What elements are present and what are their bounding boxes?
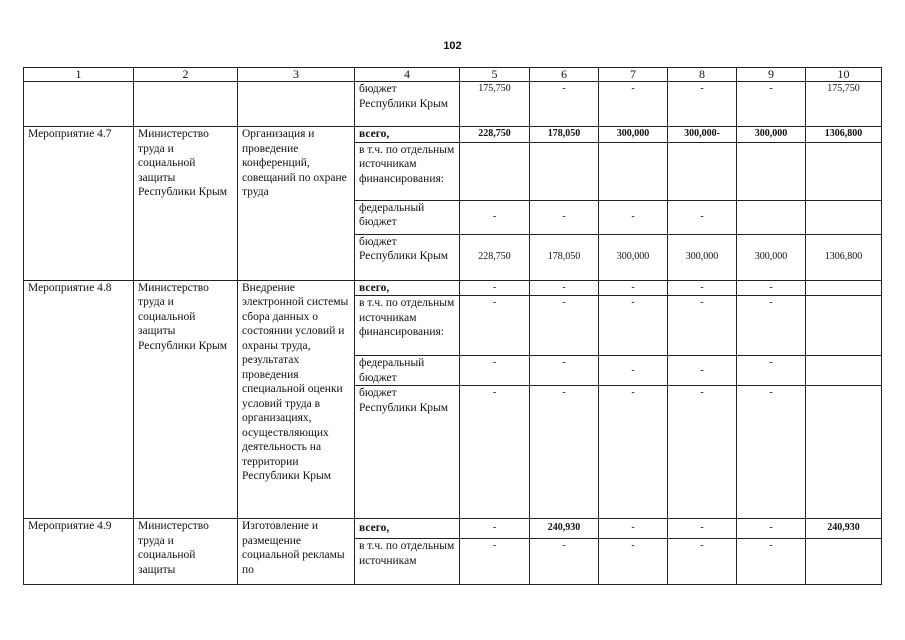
value-cell: - — [737, 296, 806, 356]
funding-type: федеральный бюджет — [355, 200, 460, 234]
header-cell: 1 — [24, 68, 134, 82]
value-cell: - — [530, 200, 599, 234]
value-cell: 300,000 — [737, 127, 806, 143]
value-cell: - — [460, 296, 530, 356]
organization: Министерство труда и социальной защиты — [134, 519, 238, 585]
value-cell: 300,000 — [737, 234, 806, 280]
value-cell: - — [668, 539, 737, 585]
organization: Министерство труда и социальной защиты Республики Крым — [134, 280, 238, 519]
value-cell: - — [668, 356, 737, 386]
value-cell: 228,750 — [460, 234, 530, 280]
value-cell: - — [460, 539, 530, 585]
funding-type: в т.ч. по отдельным источникам финансирования: — [355, 296, 460, 356]
value-cell: - — [737, 539, 806, 585]
header-cell: 9 — [737, 68, 806, 82]
value-cell: - — [460, 519, 530, 539]
value-cell: 240,930 — [806, 519, 882, 539]
value-cell: - — [460, 280, 530, 296]
header-cell: 6 — [530, 68, 599, 82]
value-cell: - — [737, 519, 806, 539]
value-cell: - — [599, 82, 668, 127]
activity-name: Мероприятие 4.8 — [24, 280, 134, 519]
header-row — [24, 68, 882, 82]
funding-type: в т.ч. по отдельным источникам — [355, 539, 460, 585]
value-cell: - — [737, 386, 806, 519]
value-cell: - — [460, 200, 530, 234]
value-cell: - — [668, 386, 737, 519]
value-cell: 300,000 — [599, 127, 668, 143]
value-cell: 1306,800 — [806, 234, 882, 280]
value-cell: - — [668, 82, 737, 127]
value-cell: - — [668, 280, 737, 296]
value-cell: - — [668, 296, 737, 356]
funding-type: всего, — [355, 280, 460, 296]
funding-type: в т.ч. по отдельным источникам финансирования: — [355, 142, 460, 200]
value-cell: 240,930 — [530, 519, 599, 539]
budget-table — [23, 67, 882, 585]
value-cell: 175,750 — [806, 82, 882, 127]
value-cell: 178,050 — [530, 234, 599, 280]
value-cell: 178,050 — [530, 127, 599, 143]
activity-name: Мероприятие 4.9 — [24, 519, 134, 585]
value-cell: - — [737, 356, 806, 386]
header-cell: 8 — [668, 68, 737, 82]
header-cell: 5 — [460, 68, 530, 82]
value-cell: - — [599, 200, 668, 234]
table-row — [24, 82, 882, 127]
value-cell: - — [599, 539, 668, 585]
header-cell: 3 — [238, 68, 355, 82]
value-cell: 1306,800 — [806, 127, 882, 143]
value-cell: - — [530, 280, 599, 296]
value-cell: 300,000- — [668, 127, 737, 143]
funding-type: бюджет Республики Крым — [355, 234, 460, 280]
organization: Министерство труда и социальной защиты Республики Крым — [134, 127, 238, 281]
funding-type: всего, — [355, 519, 460, 539]
header-cell: 10 — [806, 68, 882, 82]
activity-name: Мероприятие 4.7 — [24, 127, 134, 281]
table-row — [24, 519, 882, 539]
header-cell: 2 — [134, 68, 238, 82]
funding-type: бюджет Республики Крым — [355, 386, 460, 519]
funding-type: бюджет Республики Крым — [355, 82, 460, 127]
value-cell: - — [530, 356, 599, 386]
activity-description: Организация и проведение конференций, совещаний по охране труда — [238, 127, 355, 281]
value-cell: - — [460, 386, 530, 519]
value-cell: - — [668, 200, 737, 234]
value-cell: - — [737, 82, 806, 127]
value-cell: 175,750 — [460, 82, 530, 127]
value-cell: - — [668, 519, 737, 539]
funding-type: федеральный бюджет — [355, 356, 460, 386]
value-cell: - — [530, 386, 599, 519]
value-cell: - — [599, 280, 668, 296]
header-cell: 4 — [355, 68, 460, 82]
value-cell: - — [530, 296, 599, 356]
funding-type: всего, — [355, 127, 460, 143]
table-row — [24, 280, 882, 296]
value-cell: - — [599, 296, 668, 356]
value-cell: - — [737, 280, 806, 296]
value-cell: - — [530, 82, 599, 127]
value-cell: 228,750 — [460, 127, 530, 143]
value-cell: - — [599, 519, 668, 539]
table-row — [24, 127, 882, 143]
value-cell: - — [599, 386, 668, 519]
page-number: 102 — [443, 40, 462, 52]
value-cell: 300,000 — [599, 234, 668, 280]
header-cell: 7 — [599, 68, 668, 82]
value-cell: - — [530, 539, 599, 585]
value-cell: 300,000 — [668, 234, 737, 280]
value-cell: - — [599, 356, 668, 386]
activity-description: Внедрение электронной системы сбора данных о состоянии условий и охраны труда, результатах проведения специальной оценки условий труда в организациях, осуществляющих деятельность на территории Республики Крым — [238, 280, 355, 519]
activity-description: Изготовление и размещение социальной рекламы по — [238, 519, 355, 585]
value-cell: - — [460, 356, 530, 386]
